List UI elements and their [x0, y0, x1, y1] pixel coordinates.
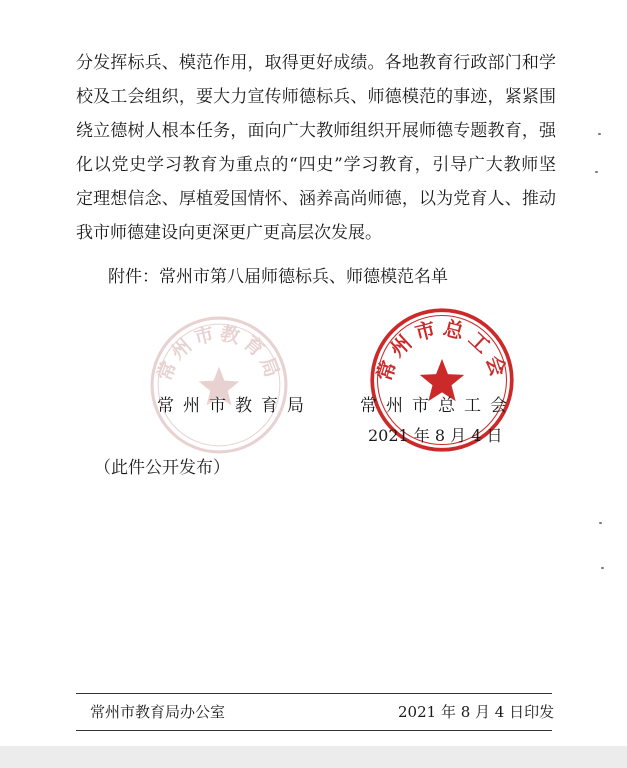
scan-speck [595, 171, 598, 173]
body-line: 定理想信念、厚植爱国情怀、涵养高尚师德，以为党育人、推动 [76, 189, 556, 209]
footer-issue-date: 2021 年 8 月 4 日印发 [398, 703, 555, 721]
footer-issuing-office: 常州市教育局办公室 [90, 703, 226, 721]
issuer-trade-union: 常州市总工会 [360, 396, 516, 416]
public-release-note: （此件公开发布） [94, 458, 230, 478]
viewer-background [0, 746, 627, 768]
footer-top-rule [76, 693, 552, 694]
signature-date: 2021 年 8 月 4 日 [368, 426, 503, 445]
body-line: 绕立德树人根本任务，面向广大教师组织开展师德专题教育，强 [76, 121, 556, 141]
svg-text:常州市总工会: 常州市总工会 [371, 315, 513, 385]
scan-speck [601, 567, 604, 569]
footer-bottom-rule [76, 730, 552, 731]
body-line: 校及工会组织，要大力宣传师德标兵、师德模范的事迹，紧紧围 [76, 87, 556, 107]
issuer-education-bureau: 常州市教育局 [157, 396, 313, 416]
scan-speck [598, 133, 601, 135]
svg-text:常州市教育局: 常州市教育局 [152, 321, 286, 385]
body-paragraph [76, 46, 556, 250]
body-line: 化以党史学习教育为重点的“四史”学习教育，引导广大教师坚 [76, 155, 556, 175]
scan-speck [599, 522, 602, 524]
attachment-line: 附件：常州市第八届师德标兵、师德模范名单 [108, 267, 448, 287]
body-line: 分发挥标兵、模范作用，取得更好成绩。各地教育行政部门和学 [76, 53, 556, 73]
education-bureau-seal [148, 314, 290, 456]
body-line: 我市师德建设向更深更广更高层次发展。 [76, 223, 382, 243]
